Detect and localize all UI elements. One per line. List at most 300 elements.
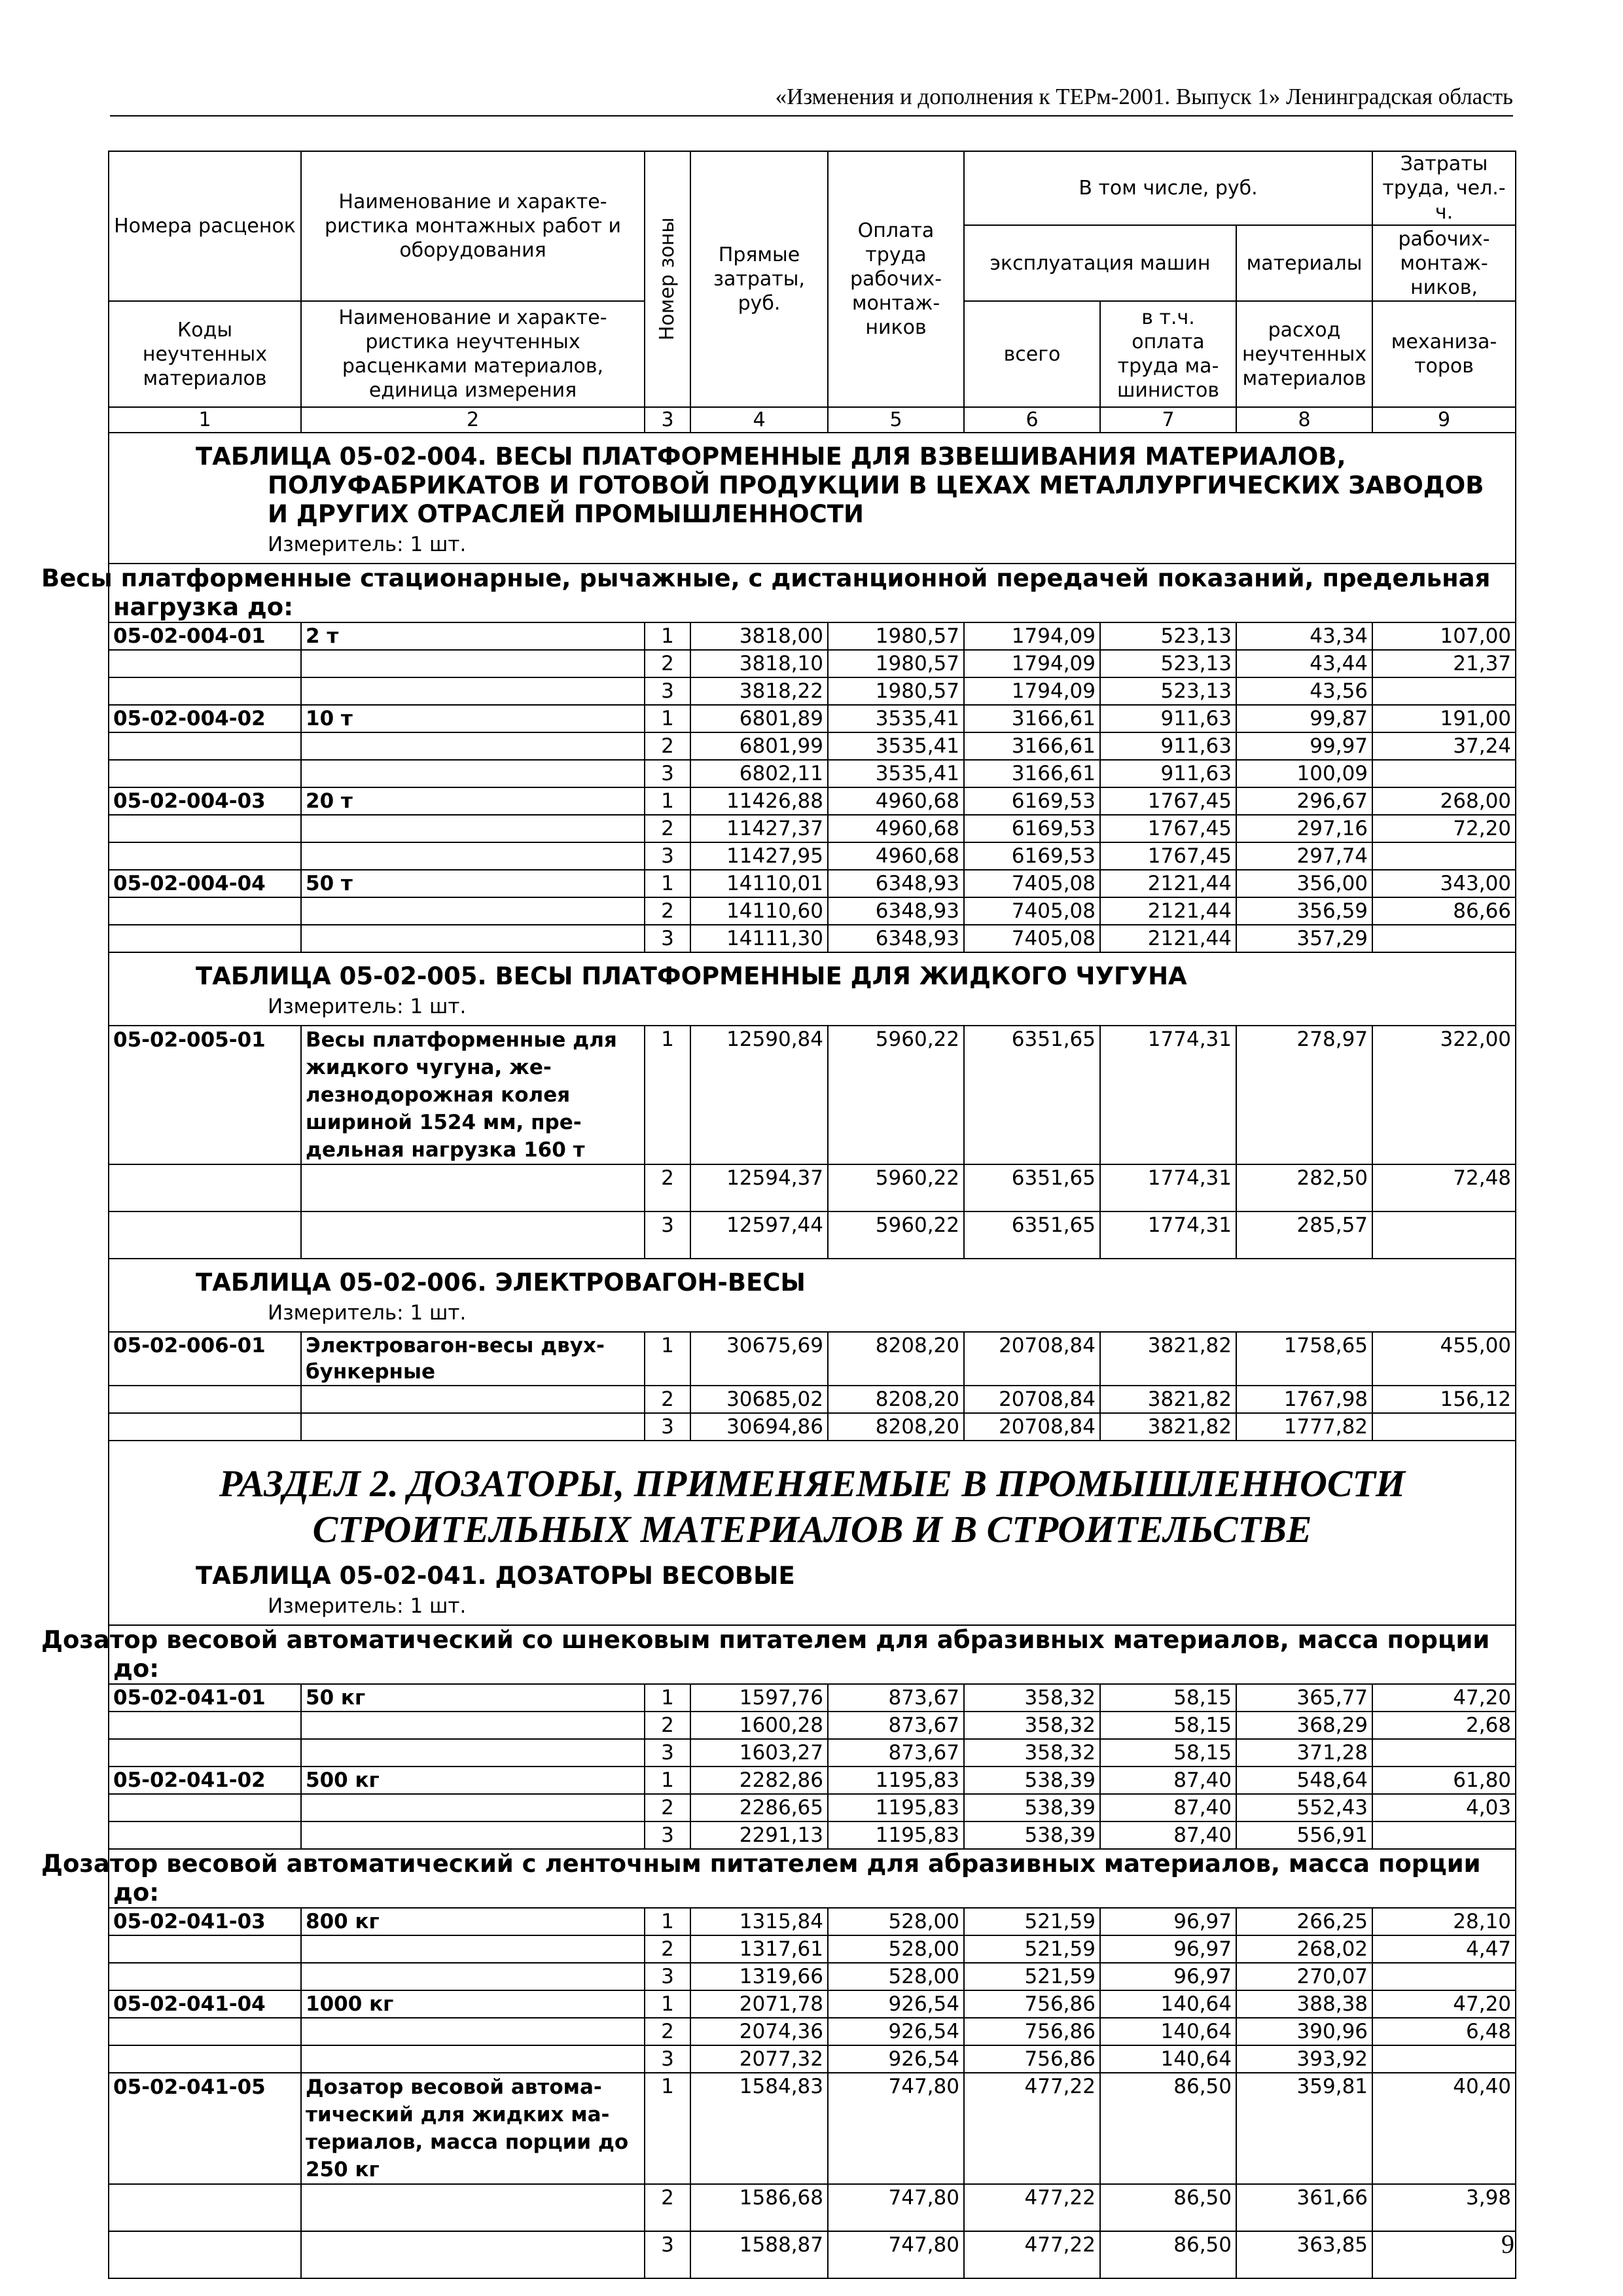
rate-name-cell: [301, 1413, 645, 1441]
value-cell: 747,80: [828, 2073, 964, 2184]
table-row: [109, 1739, 1516, 1767]
zone-cell: 3: [645, 1821, 690, 1849]
table-row: [109, 1413, 1516, 1441]
rate-code-cell: [109, 897, 301, 925]
rate-name-cell: [301, 650, 645, 677]
col-incl-drivers: в т.ч. оплата труда машинистов: [1100, 301, 1236, 407]
value-cell: 4960,68: [828, 842, 964, 870]
section-header-row: [109, 1441, 1516, 1625]
value-cell: 911,63: [1100, 760, 1236, 787]
value-cell: 58,15: [1100, 1712, 1236, 1739]
value-cell: [1372, 1821, 1516, 1849]
value-cell: 3821,82: [1100, 1386, 1236, 1413]
value-cell: 1774,31: [1100, 1211, 1236, 1259]
value-cell: 873,67: [828, 1684, 964, 1712]
value-cell: 87,40: [1100, 1821, 1236, 1849]
col-labor-pay: Оплата труда рабочих-монтажников: [828, 151, 964, 407]
value-cell: 1794,09: [964, 677, 1100, 705]
zone-cell: 2: [645, 2018, 690, 2045]
value-cell: 477,22: [964, 2073, 1100, 2184]
rate-code-cell: [109, 1211, 301, 1259]
value-cell: [1372, 1413, 1516, 1441]
value-cell: 87,40: [1100, 1794, 1236, 1821]
table-row: [109, 842, 1516, 870]
value-cell: 747,80: [828, 2184, 964, 2231]
value-cell: 3821,82: [1100, 1332, 1236, 1386]
value-cell: 20708,84: [964, 1332, 1100, 1386]
value-cell: 4,03: [1372, 1794, 1516, 1821]
value-cell: 523,13: [1100, 650, 1236, 677]
value-cell: 1794,09: [964, 622, 1100, 650]
table-row: [109, 1821, 1516, 1849]
rate-code-cell: 05-02-041-01: [109, 1684, 301, 1712]
column-numbers-row: [109, 407, 1516, 433]
value-cell: 6348,93: [828, 925, 964, 952]
value-cell: 14110,60: [690, 897, 828, 925]
table-row: [109, 1794, 1516, 1821]
value-cell: 1195,83: [828, 1767, 964, 1794]
group-title: Дозатор весовой автоматический с ленточным питателем для абразивных материалов, масса порции до:: [109, 1849, 1516, 1908]
value-cell: 4960,68: [828, 787, 964, 815]
value-cell: 1980,57: [828, 622, 964, 650]
value-cell: 87,40: [1100, 1767, 1236, 1794]
zone-cell: 2: [645, 1935, 690, 1963]
col-number: 3: [645, 407, 690, 433]
zone-cell: 2: [645, 897, 690, 925]
rate-code-cell: [109, 2045, 301, 2073]
col-direct: Прямые затраты, руб.: [690, 151, 828, 407]
value-cell: 96,97: [1100, 1935, 1236, 1963]
rate-name-cell: [301, 1794, 645, 1821]
rate-name-cell: [301, 1164, 645, 1211]
zone-cell: 1: [645, 1767, 690, 1794]
group-title: Дозатор весовой автоматический со шнековым питателем для абразивных материалов, масса порции до:: [109, 1625, 1516, 1684]
col-number: 4: [690, 407, 828, 433]
value-cell: 926,54: [828, 1990, 964, 2018]
value-cell: 528,00: [828, 1908, 964, 1935]
col-total: всего: [964, 301, 1100, 407]
col-machines: эксплуатация машин: [964, 225, 1236, 301]
value-cell: 1315,84: [690, 1908, 828, 1935]
zone-cell: 2: [645, 732, 690, 760]
value-cell: 96,97: [1100, 1963, 1236, 1990]
table-row: [109, 622, 1516, 650]
value-cell: 1584,83: [690, 2073, 828, 2184]
value-cell: 12590,84: [690, 1026, 828, 1164]
value-cell: 2121,44: [1100, 897, 1236, 925]
value-cell: 297,16: [1236, 815, 1372, 842]
value-cell: [1372, 760, 1516, 787]
value-cell: [1372, 1211, 1516, 1259]
value-cell: 11426,88: [690, 787, 828, 815]
zone-cell: 3: [645, 677, 690, 705]
value-cell: 552,43: [1236, 1794, 1372, 1821]
value-cell: 756,86: [964, 2045, 1100, 2073]
col-number: 2: [301, 407, 645, 433]
value-cell: 1758,65: [1236, 1332, 1372, 1386]
rate-name-cell: 50 т: [301, 870, 645, 897]
value-cell: 58,15: [1100, 1684, 1236, 1712]
value-cell: 3821,82: [1100, 1413, 1236, 1441]
value-cell: 3166,61: [964, 732, 1100, 760]
table-row: [109, 1908, 1516, 1935]
value-cell: 343,00: [1372, 870, 1516, 897]
value-cell: 61,80: [1372, 1767, 1516, 1794]
rate-code-cell: 05-02-005-01: [109, 1026, 301, 1164]
value-cell: 390,96: [1236, 2018, 1372, 2045]
value-cell: 1588,87: [690, 2231, 828, 2278]
rate-name-cell: [301, 897, 645, 925]
zone-cell: 1: [645, 622, 690, 650]
section-header-row: [109, 952, 1516, 1026]
zone-cell: 2: [645, 1386, 690, 1413]
value-cell: 268,00: [1372, 787, 1516, 815]
zone-cell: 2: [645, 1794, 690, 1821]
table-row: [109, 2018, 1516, 2045]
col-number: 5: [828, 407, 964, 433]
rate-code-cell: [109, 815, 301, 842]
value-cell: 278,97: [1236, 1026, 1372, 1164]
rate-code-cell: 05-02-004-04: [109, 870, 301, 897]
rate-name-cell: Электровагон-весы двухбункерные: [301, 1332, 645, 1386]
zone-cell: 3: [645, 925, 690, 952]
value-cell: 1980,57: [828, 677, 964, 705]
value-cell: 14110,01: [690, 870, 828, 897]
value-cell: 40,40: [1372, 2073, 1516, 2184]
value-cell: 43,44: [1236, 650, 1372, 677]
value-cell: 1319,66: [690, 1963, 828, 1990]
value-cell: 3535,41: [828, 705, 964, 732]
value-cell: 3166,61: [964, 760, 1100, 787]
section-header: [109, 1441, 1516, 1625]
value-cell: 140,64: [1100, 2045, 1236, 2073]
value-cell: 21,37: [1372, 650, 1516, 677]
value-cell: 6169,53: [964, 787, 1100, 815]
value-cell: 140,64: [1100, 1990, 1236, 2018]
value-cell: 47,20: [1372, 1990, 1516, 2018]
rate-code-cell: [109, 925, 301, 952]
value-cell: 1767,45: [1100, 787, 1236, 815]
value-cell: 477,22: [964, 2231, 1100, 2278]
col-workers: рабочих-монтажников,: [1372, 225, 1516, 301]
table-row: [109, 925, 1516, 952]
zone-cell: 2: [645, 650, 690, 677]
value-cell: 2077,32: [690, 2045, 828, 2073]
col-codes-lower: Коды неучтенных материалов: [109, 301, 301, 407]
value-cell: 14111,30: [690, 925, 828, 952]
table-row: [109, 760, 1516, 787]
zone-cell: 2: [645, 2184, 690, 2231]
value-cell: 361,66: [1236, 2184, 1372, 2231]
rate-code-cell: 05-02-041-02: [109, 1767, 301, 1794]
zone-cell: 3: [645, 2045, 690, 2073]
rate-code-cell: [109, 677, 301, 705]
value-cell: [1372, 1963, 1516, 1990]
rate-code-cell: 05-02-041-04: [109, 1990, 301, 2018]
value-cell: 3818,22: [690, 677, 828, 705]
value-cell: 556,91: [1236, 1821, 1372, 1849]
table-row: [109, 677, 1516, 705]
value-cell: 100,09: [1236, 760, 1372, 787]
col-number: 1: [109, 407, 301, 433]
rate-name-cell: Весы платформенные для жидкого чугуна, железнодорожная колея шириной 1524 мм, предельная нагрузка 160 т: [301, 1026, 645, 1164]
value-cell: 30675,69: [690, 1332, 828, 1386]
value-cell: 2286,65: [690, 1794, 828, 1821]
rate-code-cell: [109, 650, 301, 677]
value-cell: 4960,68: [828, 815, 964, 842]
rate-name-cell: 1000 кг: [301, 1990, 645, 2018]
value-cell: 140,64: [1100, 2018, 1236, 2045]
zone-cell: 3: [645, 1739, 690, 1767]
running-header: «Изменения и дополнения к ТЕРм-2001. Выпуск 1» Ленинградская область: [110, 82, 1513, 117]
col-incl: В том числе, руб.: [964, 151, 1372, 225]
zone-cell: 1: [645, 870, 690, 897]
rate-code-cell: 05-02-004-02: [109, 705, 301, 732]
value-cell: 7405,08: [964, 925, 1100, 952]
col-codes: Номера расценок: [109, 151, 301, 301]
value-cell: 72,48: [1372, 1164, 1516, 1211]
value-cell: [1372, 2231, 1516, 2278]
rate-name-cell: 2 т: [301, 622, 645, 650]
value-cell: 358,32: [964, 1739, 1100, 1767]
rate-code-cell: [109, 1821, 301, 1849]
value-cell: 43,56: [1236, 677, 1372, 705]
table-title: ТАБЛИЦА 05-02-006. ЭЛЕКТРОВАГОН-ВЕСЫ: [196, 1268, 806, 1297]
section-header-row: [109, 1259, 1516, 1332]
value-cell: 358,32: [964, 1684, 1100, 1712]
value-cell: 1774,31: [1100, 1026, 1236, 1164]
table-row: [109, 2045, 1516, 2073]
value-cell: 523,13: [1100, 677, 1236, 705]
value-cell: 548,64: [1236, 1767, 1372, 1794]
rate-name-cell: 500 кг: [301, 1767, 645, 1794]
table-row: [109, 870, 1516, 897]
value-cell: 3818,10: [690, 650, 828, 677]
rate-name-cell: [301, 1739, 645, 1767]
zone-cell: 2: [645, 1712, 690, 1739]
value-cell: 356,59: [1236, 897, 1372, 925]
col-number: 8: [1236, 407, 1372, 433]
value-cell: 86,50: [1100, 2231, 1236, 2278]
rates-table: [41, 151, 1516, 2279]
col-zone: Номер зоны: [645, 151, 690, 407]
rate-code-cell: [109, 1413, 301, 1441]
table-row: [109, 705, 1516, 732]
value-cell: 28,10: [1372, 1908, 1516, 1935]
value-cell: 747,80: [828, 2231, 964, 2278]
value-cell: [1372, 925, 1516, 952]
rate-code-cell: [109, 1935, 301, 1963]
value-cell: 3166,61: [964, 705, 1100, 732]
value-cell: 538,39: [964, 1767, 1100, 1794]
zone-cell: 3: [645, 1211, 690, 1259]
table-row: [109, 1332, 1516, 1386]
value-cell: 6,48: [1372, 2018, 1516, 2045]
rate-name-cell: [301, 677, 645, 705]
value-cell: 1600,28: [690, 1712, 828, 1739]
section-header: [109, 433, 1516, 564]
table-row: [109, 2231, 1516, 2278]
col-number: 9: [1372, 407, 1516, 433]
value-cell: 3535,41: [828, 732, 964, 760]
value-cell: 72,20: [1372, 815, 1516, 842]
value-cell: 96,97: [1100, 1908, 1236, 1935]
zone-cell: 3: [645, 2231, 690, 2278]
rate-code-cell: 05-02-004-01: [109, 622, 301, 650]
value-cell: 6351,65: [964, 1211, 1100, 1259]
value-cell: 926,54: [828, 2018, 964, 2045]
rate-code-cell: [109, 2018, 301, 2045]
col-name-lower: Наименование и характеристика неучтенных расценками материалов, единица измерения: [301, 301, 645, 407]
value-cell: 2071,78: [690, 1990, 828, 2018]
value-cell: 99,97: [1236, 732, 1372, 760]
col-labor-costs: Затраты труда, чел.-ч.: [1372, 151, 1516, 225]
rate-name-cell: [301, 2231, 645, 2278]
measure-unit: Измеритель: 1 шт.: [268, 995, 467, 1018]
value-cell: 266,25: [1236, 1908, 1372, 1935]
zone-cell: 1: [645, 1684, 690, 1712]
value-cell: 6802,11: [690, 760, 828, 787]
value-cell: 521,59: [964, 1963, 1100, 1990]
value-cell: 356,00: [1236, 870, 1372, 897]
table-row: [109, 1026, 1516, 1164]
value-cell: 107,00: [1372, 622, 1516, 650]
value-cell: 37,24: [1372, 732, 1516, 760]
value-cell: 282,50: [1236, 1164, 1372, 1211]
table-header: [109, 151, 1516, 433]
value-cell: 2282,86: [690, 1767, 828, 1794]
table-row: [109, 1211, 1516, 1259]
rate-name-cell: [301, 815, 645, 842]
rate-code-cell: 05-02-041-05: [109, 2073, 301, 2184]
value-cell: 521,59: [964, 1908, 1100, 1935]
zone-cell: 2: [645, 1164, 690, 1211]
value-cell: 7405,08: [964, 870, 1100, 897]
rate-name-cell: [301, 1821, 645, 1849]
value-cell: 5960,22: [828, 1026, 964, 1164]
table-body: [41, 433, 1516, 2278]
zone-cell: 3: [645, 1413, 690, 1441]
value-cell: 5960,22: [828, 1164, 964, 1211]
value-cell: 1603,27: [690, 1739, 828, 1767]
value-cell: 756,86: [964, 2018, 1100, 2045]
table-row: [109, 1712, 1516, 1739]
value-cell: 6351,65: [964, 1026, 1100, 1164]
rate-code-cell: [109, 842, 301, 870]
value-cell: 911,63: [1100, 732, 1236, 760]
measure-unit: Измеритель: 1 шт.: [268, 1301, 467, 1325]
value-cell: 1980,57: [828, 650, 964, 677]
value-cell: 2,68: [1372, 1712, 1516, 1739]
rate-name-cell: 50 кг: [301, 1684, 645, 1712]
value-cell: 365,77: [1236, 1684, 1372, 1712]
value-cell: 5960,22: [828, 1211, 964, 1259]
value-cell: 477,22: [964, 2184, 1100, 2231]
value-cell: 12594,37: [690, 1164, 828, 1211]
table-row: [109, 650, 1516, 677]
table-row: [109, 1963, 1516, 1990]
rate-code-cell: [109, 2231, 301, 2278]
razdel-title: РАЗДЕЛ 2. ДОЗАТОРЫ, ПРИМЕНЯЕМЫЕ В ПРОМЫШЛЕННОСТИ СТРОИТЕЛЬНЫХ МАТЕРИАЛОВ И В СТРОИТЕЛЬСТВЕ: [219, 1462, 1406, 1551]
rate-code-cell: [109, 1164, 301, 1211]
value-cell: 873,67: [828, 1712, 964, 1739]
table-row: [109, 1684, 1516, 1712]
rate-code-cell: [109, 1963, 301, 1990]
value-cell: 4,47: [1372, 1935, 1516, 1963]
zone-cell: 1: [645, 787, 690, 815]
value-cell: 6169,53: [964, 842, 1100, 870]
value-cell: 86,66: [1372, 897, 1516, 925]
table-title: ТАБЛИЦА 05-02-005. ВЕСЫ ПЛАТФОРМЕННЫЕ ДЛЯ ЖИДКОГО ЧУГУНА: [196, 962, 1187, 990]
value-cell: 8208,20: [828, 1413, 964, 1441]
rate-code-cell: [109, 760, 301, 787]
value-cell: 86,50: [1100, 2184, 1236, 2231]
rate-code-cell: 05-02-004-03: [109, 787, 301, 815]
zone-cell: 3: [645, 760, 690, 787]
table-row: [109, 1386, 1516, 1413]
value-cell: 873,67: [828, 1739, 964, 1767]
value-cell: 30685,02: [690, 1386, 828, 1413]
value-cell: 528,00: [828, 1963, 964, 1990]
group-header-row: [109, 1849, 1516, 1908]
rate-name-cell: [301, 2184, 645, 2231]
value-cell: 270,07: [1236, 1963, 1372, 1990]
rate-name-cell: 800 кг: [301, 1908, 645, 1935]
table-row: [109, 1990, 1516, 2018]
rate-code-cell: [109, 1739, 301, 1767]
rate-name-cell: [301, 1386, 645, 1413]
value-cell: 455,00: [1372, 1332, 1516, 1386]
value-cell: 8208,20: [828, 1386, 964, 1413]
section-header: [109, 1259, 1516, 1332]
value-cell: 363,85: [1236, 2231, 1372, 2278]
rate-name-cell: [301, 925, 645, 952]
rate-name-cell: [301, 1712, 645, 1739]
rate-name-cell: [301, 2045, 645, 2073]
value-cell: 1777,82: [1236, 1413, 1372, 1441]
zone-cell: 1: [645, 1332, 690, 1386]
value-cell: 1586,68: [690, 2184, 828, 2231]
zone-cell: 1: [645, 1908, 690, 1935]
value-cell: 2291,13: [690, 1821, 828, 1849]
value-cell: 911,63: [1100, 705, 1236, 732]
table-row: [109, 2184, 1516, 2231]
rate-name-cell: 20 т: [301, 787, 645, 815]
value-cell: 1767,98: [1236, 1386, 1372, 1413]
value-cell: [1372, 842, 1516, 870]
value-cell: 358,32: [964, 1712, 1100, 1739]
rate-name-cell: [301, 1963, 645, 1990]
rate-name-cell: [301, 760, 645, 787]
value-cell: 1774,31: [1100, 1164, 1236, 1211]
value-cell: 6348,93: [828, 897, 964, 925]
rate-code-cell: [109, 732, 301, 760]
value-cell: 756,86: [964, 1990, 1100, 2018]
value-cell: 297,74: [1236, 842, 1372, 870]
rate-name-cell: [301, 842, 645, 870]
value-cell: 3,98: [1372, 2184, 1516, 2231]
table-row: [109, 2073, 1516, 2184]
measure-unit: Измеритель: 1 шт.: [268, 1594, 467, 1618]
value-cell: 30694,86: [690, 1413, 828, 1441]
rate-name-cell: [301, 1211, 645, 1259]
value-cell: 20708,84: [964, 1413, 1100, 1441]
table-row: [109, 787, 1516, 815]
value-cell: 268,02: [1236, 1935, 1372, 1963]
value-cell: 926,54: [828, 2045, 964, 2073]
table-title: ТАБЛИЦА 05-02-041. ДОЗАТОРЫ ВЕСОВЫЕ: [196, 1562, 795, 1590]
value-cell: 357,29: [1236, 925, 1372, 952]
